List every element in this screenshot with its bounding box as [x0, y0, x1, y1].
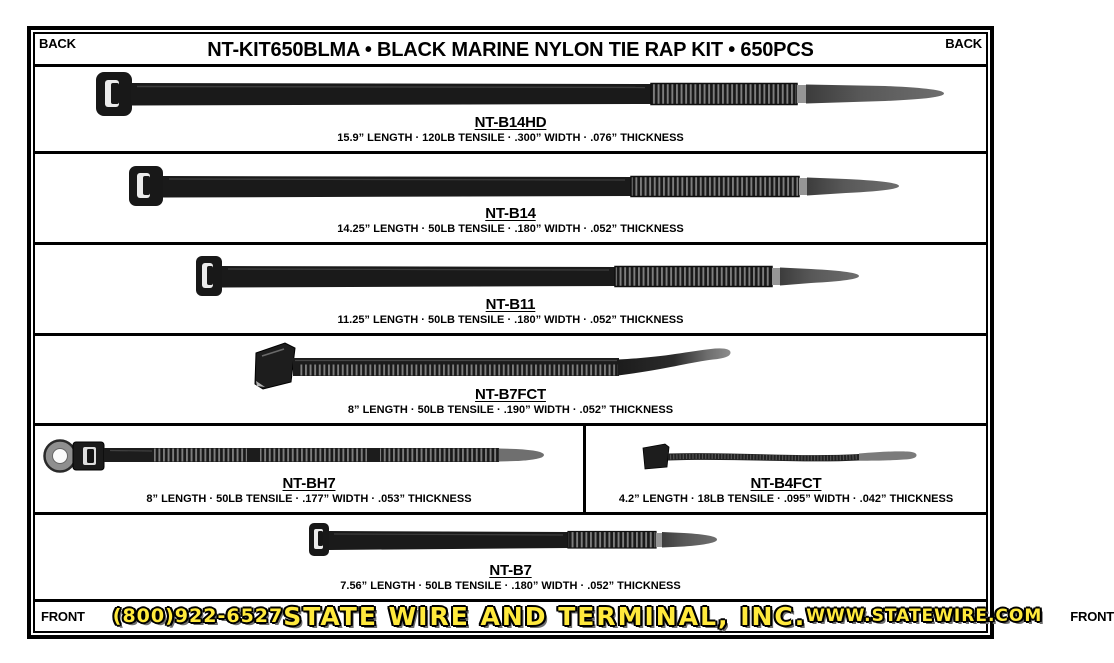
- product-specs: 15.9” LENGTH · 120LB TENSILE · .300” WIDTH · .076” THICKNESS: [337, 132, 684, 145]
- product-specs: 7.56” LENGTH · 50LB TENSILE · .180” WIDTH · .052” THICKNESS: [340, 580, 681, 593]
- product-name: NT-B11: [485, 296, 536, 314]
- product-name: NT-B14HD: [474, 114, 547, 132]
- nt-b14-tie-image: [128, 165, 900, 207]
- product-row-nt-b14hd: [35, 67, 986, 151]
- product-caption: [35, 114, 986, 145]
- back-link-left[interactable]: BACK: [39, 36, 76, 51]
- product-caption: [35, 562, 986, 593]
- product-row-nt-b14: [35, 154, 986, 242]
- nt-bh7-tie-image: [42, 436, 545, 474]
- front-link-right[interactable]: FRONT: [1070, 608, 1114, 624]
- nt-b4fct-tie-image: [641, 443, 936, 470]
- product-specs: 8” LENGTH · 50LB TENSILE · .177” WIDTH · .053” THICKNESS: [146, 493, 472, 506]
- product-specs: 11.25” LENGTH · 50LB TENSILE · .180” WIDTH · .052” THICKNESS: [337, 314, 684, 327]
- company-name: STATE WIRE AND TERMINAL, INC.: [283, 601, 807, 631]
- product-specs: 8” LENGTH · 50LB TENSILE · .190” WIDTH · .052” THICKNESS: [347, 404, 674, 417]
- product-name: NT-B4FCT: [750, 475, 822, 493]
- product-caption: [35, 475, 583, 506]
- nt-b7-tie-image: [308, 522, 718, 558]
- website-link[interactable]: WWW.STATEWIRE.COM: [806, 606, 1043, 626]
- page-frame: [27, 26, 1114, 639]
- product-specs: 4.2” LENGTH · 18LB TENSILE · .095” WIDTH · .042” THICKNESS: [618, 493, 954, 506]
- nt-b7fct-tie-image: [253, 341, 733, 391]
- nt-b11-tie-image: [195, 255, 860, 297]
- product-name: NT-B7FCT: [475, 386, 546, 404]
- footer-row: [35, 601, 1114, 631]
- product-row-nt-b7: [35, 515, 986, 599]
- product-row-nt-b11: [35, 245, 986, 333]
- product-row-split: [35, 426, 986, 512]
- product-caption: [35, 386, 986, 417]
- front-link-left[interactable]: FRONT: [41, 608, 85, 624]
- back-link-right[interactable]: BACK: [945, 36, 982, 51]
- product-name: NT-B14: [485, 205, 536, 223]
- product-name: NT-B7: [489, 562, 532, 580]
- product-name: NT-BH7: [282, 475, 336, 493]
- product-cell-nt-bh7: [35, 426, 583, 512]
- product-caption: [586, 475, 986, 506]
- product-caption: [35, 205, 986, 236]
- page-title: NT-KIT650BLMA • BLACK MARINE NYLON TIE RAP KIT • 650PCS: [207, 39, 814, 61]
- product-row-nt-b7fct: [35, 336, 986, 423]
- product-cell-nt-b4fct: [586, 426, 986, 512]
- nt-b14hd-tie-image: [95, 71, 945, 117]
- product-caption: [35, 296, 986, 327]
- header-row: [35, 34, 986, 64]
- phone-number[interactable]: (800)922-6527: [112, 605, 284, 627]
- product-specs: 14.25” LENGTH · 50LB TENSILE · .180” WIDTH · .052” THICKNESS: [337, 223, 684, 236]
